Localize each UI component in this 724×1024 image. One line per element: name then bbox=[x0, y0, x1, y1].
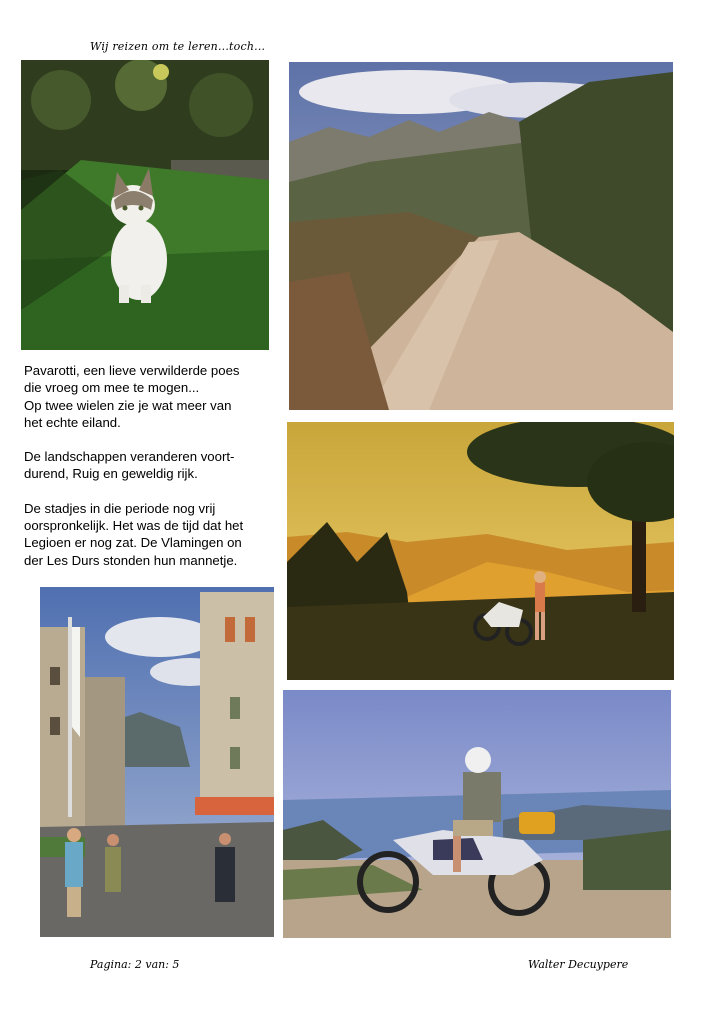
town-street-photo bbox=[40, 587, 274, 937]
author-name: Walter Decuypere bbox=[528, 958, 629, 971]
page-header-title: Wij reizen om te leren...toch... bbox=[90, 40, 266, 53]
page-number: Pagina: 2 van: 5 bbox=[90, 958, 180, 971]
mountain-road-photo bbox=[289, 62, 673, 410]
cat-photo bbox=[21, 60, 269, 350]
body-text bbox=[24, 362, 284, 586]
paragraph-cat: Pavarotti, een lieve verwilderde poes die vroeg om mee te mogen... Op twee wielen zie je wat meer van het echte eiland. bbox=[24, 363, 240, 430]
paragraph-towns: De stadjes in die periode nog vrij oorspronkelijk. Het was de tijd dat het Legioen er nog zat. De Vlamingen on der Les Durs stonden hun mannetje. bbox=[24, 500, 244, 568]
sunset-motorbike-photo bbox=[287, 422, 674, 680]
paragraph-landscapes: De landschappen veranderen voort- durend, Ruig en geweldig rijk. bbox=[24, 449, 235, 482]
rider-motorbike-photo bbox=[283, 690, 671, 938]
